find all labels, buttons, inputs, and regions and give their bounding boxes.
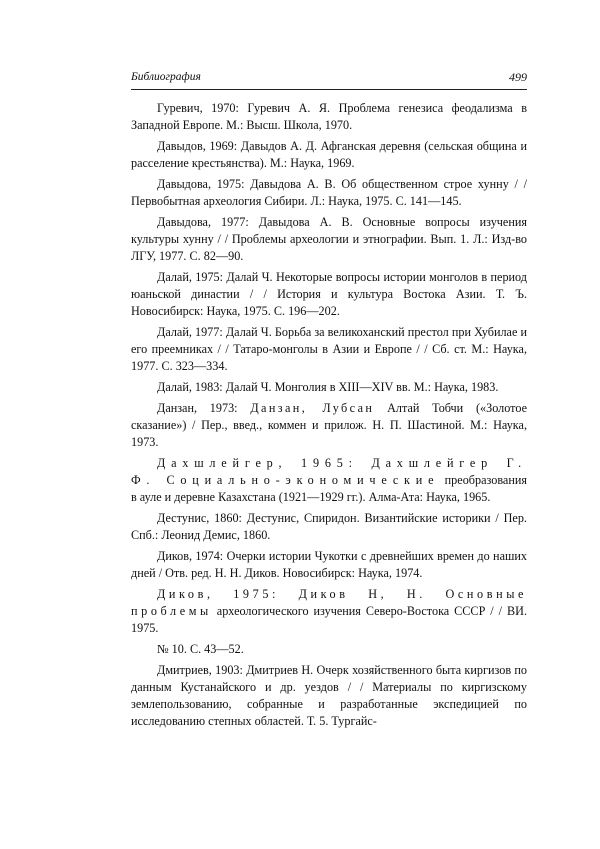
page-number: 499 [509,70,527,84]
header-title: Библиография [131,71,201,83]
entry-text: Борьба за великоханский престол при Хубилае и его преемниках / / Татаро-монголы в Азии и Европе / / Сб. ст. М.: Наука, 1977. С. 323—334. [131,325,527,373]
bibliography-entry [131,379,527,396]
entry-text: археологического изучения Северо-Востока СССР / / ВИ. 1975. [131,604,527,635]
entry-lead: Далай, 1975: Далай Ч. [157,270,276,284]
entry-lead: Дмитриев, 1903: Дмитриев Н. [157,663,317,677]
bibliography-entry [131,586,527,637]
bibliography-entry [131,510,527,544]
bibliography-entry [131,214,527,265]
bibliography-entry [131,400,527,451]
bibliography-entry [131,548,527,582]
entry-text: А. Д. Афганская деревня (сельская община и расселение крестьянства). М.: Наука, 1969. [131,139,527,170]
bibliography-entry [131,662,527,730]
entry-text: Монголия в XIII—XIV вв. М.: Наука, 1983. [274,380,499,394]
running-header [131,69,527,90]
entry-lead: Диков, 1974: [157,549,227,563]
bibliography-entry [131,100,527,134]
bibliography-entry [131,176,527,210]
entry-text: Некоторые вопросы истории монголов в период юаньской династии / / История и культура Востока Азии. Т. Ъ. Новосибирск: Наука, 1975. С. 196—202. [131,270,528,318]
bibliography-list [131,100,527,734]
entry-text: № 10. С. 43—52. [157,642,244,656]
entry-spaced-author: Данзан, Лубсан [250,401,375,415]
entry-text: Византийские историки / Пер. Спб.: Леонид Демис, 1860. [131,511,527,542]
entry-lead: Гуревич, 1970: Гуревич [157,101,299,115]
entry-lead: Дестунис, 1860: Дестунис, Спиридон. [157,511,365,525]
bibliography-entry [131,269,527,320]
entry-lead: Данзан, 1973: [157,401,251,415]
entry-lead: Давыдова, 1975: Давыдова [157,177,307,191]
entry-lead: Давыдов, 1969: Давыдов [157,139,291,153]
entry-text: Алтай Тобчи («Золотое сказание») / Пер., введ., коммен и прилож. Н. П. Шастиной. М.: Наука, 1973. [131,401,527,449]
entry-spaced-author: Дахшлейгер, 1965: Дахшлейгер Г. Ф. Социально-экономические [131,456,527,487]
bibliography-entry [131,455,527,506]
entry-text: Очерки истории Чукотки с древнейших времен до наших дней / Отв. ред. Н. Н. Диков. Новосибирск: Наука, 1974. [131,549,527,580]
bibliography-entry [131,138,527,172]
entry-text: преобразования в ауле и деревне Казахстана (1921—1929 гг.). Алма-Ата: Наука, 1965. [131,473,527,504]
entry-lead: Далай, 1983: Далай Ч. [157,380,275,394]
entry-lead: Далай, 1977: Далай Ч. [157,325,275,339]
entry-spaced-author: Диков, 1975: Диков Н, Н. Основные проблемы [131,587,527,618]
entry-lead: Давыдова, 1977: Давыдова [157,215,320,229]
entry-text: А. В. Основные вопросы изучения культуры хунну / / Проблемы археологии и этнографии. Вып. 1. Л.: Изд-во ЛГУ, 1977. С. 82—90. [131,215,527,263]
bibliography-entry [131,324,527,375]
bibliography-entry-continuation [131,641,527,658]
entry-text: А. В. Об общественном строе хунну / / Первобытная археология Сибири. Л.: Наука, 1975. С. 141—145. [131,177,527,208]
entry-text: Очерк хозяйственного быта киргизов по данным Кустанайского и др. уездов / / Материалы по киргизскому землепользованию, собранные и разработанные экспедицией по исследованию степных областей. Т. 5. Тургайс- [131,663,527,728]
entry-text: А. Я. Проблема генезиса феодализма в Западной Европе. М.: Высш. Школа, 1970. [131,101,527,132]
